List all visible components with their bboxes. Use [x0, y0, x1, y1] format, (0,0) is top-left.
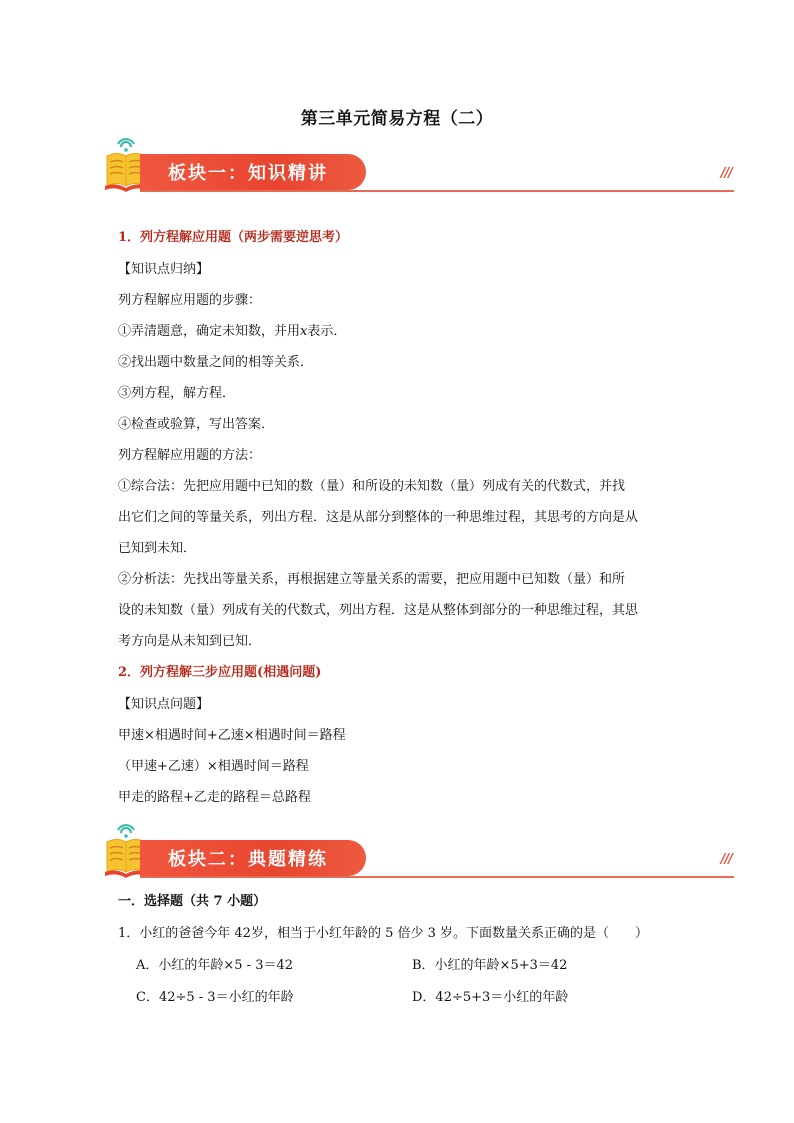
- step-4: ④检查或验算，写出答案．: [118, 417, 275, 432]
- question-1-stem: 1．小红的爸爸今年 42岁，相当于小红年龄的 5 倍少 3 岁。下面数量关系正确的是（ ）: [118, 926, 649, 941]
- method-2-line-1: ②分析法：先找出等量关系，再根据建立等量关系的需要，把应用题中已知数（量）和所: [118, 572, 626, 587]
- section-banner-knowledge: [104, 136, 734, 192]
- formula-3: 甲走的路程+乙走的路程＝总路程: [118, 790, 311, 805]
- method-2-line-3: 考方向是从未知到已知．: [118, 634, 262, 649]
- topic-tag: 【知识点归纳】: [118, 262, 210, 277]
- formula-1: 甲速×相遇时间+乙速×相遇时间＝路程: [118, 728, 346, 743]
- topic-heading: 2．列方程解三步应用题(相遇问题): [118, 665, 322, 680]
- banner-rule: [140, 876, 734, 878]
- method-1-line-2: 出它们之间的等量关系，列出方程．这是从部分到整体的一种思维过程，其思考的方向是从: [118, 510, 639, 525]
- banner-title: 板块一：知识精讲: [168, 163, 328, 184]
- variable-x: x: [300, 324, 308, 339]
- banner-slashes: ///: [720, 852, 732, 867]
- option-d: D．42÷5+3＝小红的年龄: [412, 990, 569, 1005]
- part-title: 一．选择题（共 7 小题）: [118, 894, 267, 909]
- topic-heading: 1．列方程解应用题（两步需要逆思考）: [118, 230, 349, 245]
- formula-2: （甲速+乙速）×相遇时间＝路程: [118, 759, 309, 774]
- option-a: A．小红的年龄×5 - 3＝42: [136, 958, 294, 973]
- option-c: C．42÷5 - 3＝小红的年龄: [136, 990, 294, 1005]
- step-2: ②找出题中数量之间的相等关系．: [118, 355, 314, 370]
- step-1-tail: 表示．: [307, 324, 347, 339]
- option-b: B．小红的年龄×5+3＝42: [412, 958, 568, 973]
- step-1: [118, 324, 346, 340]
- method-2-line-2: 设的未知数（量）列成有关的代数式，列出方程．这是从整体到部分的一种思维过程，其思: [118, 603, 639, 618]
- method-1-line-1: ①综合法：先把应用题中已知的数（量）和所设的未知数（量）列成有关的代数式，并找: [118, 479, 626, 494]
- banner-title: 板块二：典题精练: [168, 849, 328, 870]
- step-1-text: ①弄清题意，确定未知数，并用: [118, 324, 301, 339]
- steps-title: 列方程解应用题的步骤：: [118, 293, 262, 308]
- banner-rule: [140, 190, 734, 192]
- method-1-line-3: 已知到未知．: [118, 541, 197, 556]
- methods-title: 列方程解应用题的方法：: [118, 448, 262, 463]
- section-banner-practice: [104, 822, 734, 878]
- topic-tag: 【知识点问题】: [118, 697, 210, 712]
- document-title: 第三单元简易方程（二）: [300, 109, 494, 129]
- step-3: ③列方程，解方程．: [118, 386, 236, 401]
- banner-slashes: ///: [720, 166, 732, 181]
